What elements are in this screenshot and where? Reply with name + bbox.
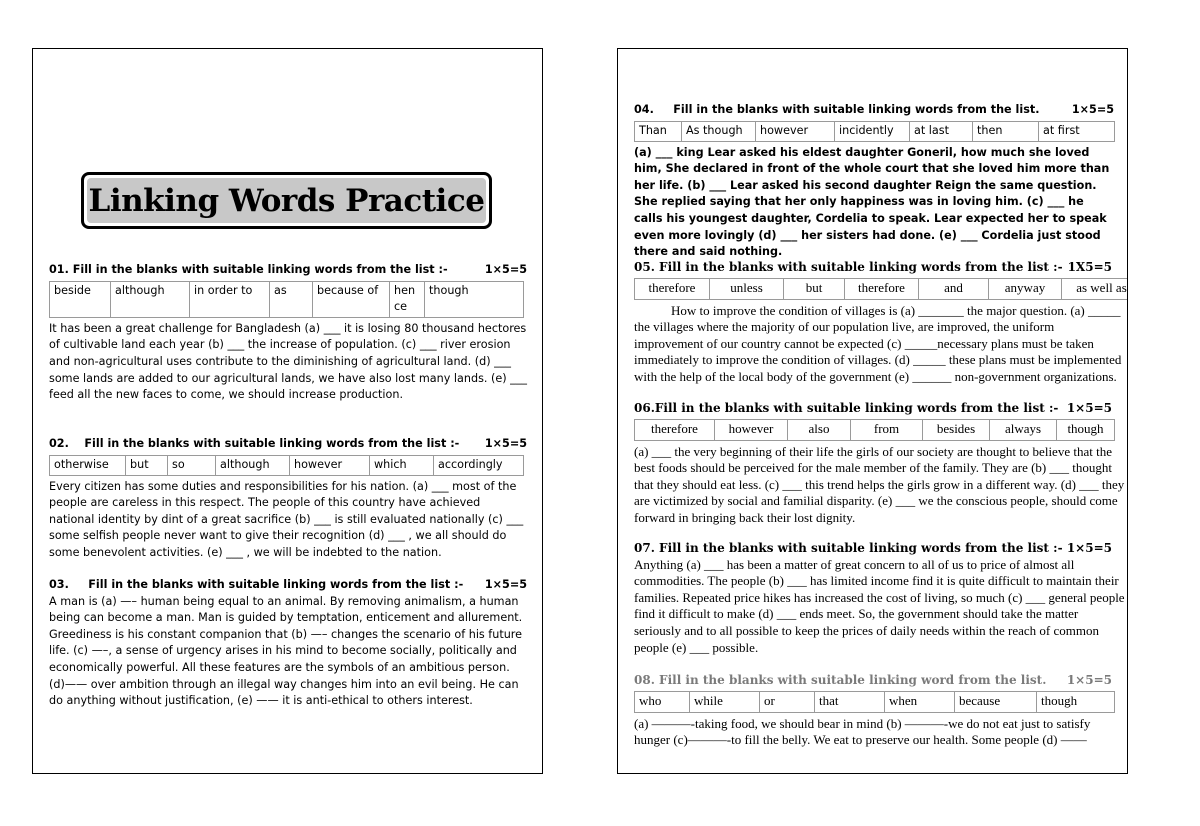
word-cell: while [690,691,760,712]
question-04-marks: 1×5=5 [1071,103,1114,116]
question-04-header [634,102,1114,119]
word-cell: though [425,281,524,317]
question-08-header [634,672,1112,689]
word-list-08 [634,691,1115,713]
word-cell: though [1037,691,1115,712]
word-cell: anyway [989,278,1062,299]
word-cell: hence [390,281,425,317]
question-06-marks: 1×5=5 [1066,401,1112,415]
word-list-05 [634,278,1128,300]
word-cell: however [756,121,835,141]
question-08-heading: 08. Fill in the blanks with suitable linking word from the list. [634,673,1047,687]
word-cell: beside [50,281,111,317]
word-cell: though [1057,419,1115,440]
question-02-marks: 1×5=5 [484,437,527,450]
word-cell: therefore [635,419,715,440]
question-02-text: Every citizen has some duties and responsibilities for his nation. (a) ___ most of the people are careless in this respect. The people of this country have achieved national identity by dint of a great sacrifice (b) ___ is still evaluated nationally (c) ___ some selfish people never want to give their recognition (d) ___ , we all should do some benevolent activities. (e) ___ , we will be indebted to the nation. [49,479,524,559]
word-cell: because of [313,281,390,317]
question-02 [49,436,527,562]
word-cell: however [290,455,370,475]
question-01-text: It has been a great challenge for Bangladesh (a) ___ it is losing 80 thousand hectores of cultivable land each year (b) ___ the increase of population. (c) ___ river erosion and non-agricultural uses contribute to the diminishing of agricultural land. (d) ___ some lands are added to our agricultural lands, we have also lost many lands. (e) ___ feed all the new faces to come, we should increase production. [49,321,527,402]
question-04 [634,102,1114,261]
page-title: Linking Words Practice [87,178,486,223]
question-08 [634,672,1126,749]
question-07-header [634,540,1112,557]
word-list-02 [49,455,524,476]
right-page [617,48,1128,774]
word-cell: when [885,691,955,712]
question-05-heading: 05. Fill in the blanks with suitable linking words from the list :- [634,260,1063,274]
word-cell: unless [710,278,784,299]
question-01 [49,262,527,404]
question-07-heading: 07. Fill in the blanks with suitable linking words from the list :- [634,541,1063,555]
question-01-header [49,262,527,279]
word-cell: besides [923,419,990,440]
word-cell: incidently [835,121,910,141]
word-list-04 [634,121,1115,142]
question-04-text: (a) ___ king Lear asked his eldest daughter Goneril, how much she loved him, She declared in front of the whole court that she loved him more than her life. (b) ___ Lear asked his second daughter Reign the same question. She replied saying that her only happiness was in loving him. (c) ___ he calls his youngest daughter, Cordelia to speak. Lear expected her to speak even more lovingly (d) ___ her sisters had done. (e) ___ Cordelia just stood there and said nothing. [634,145,1110,259]
word-cell: because [955,691,1037,712]
question-06-text: (a) ___ the very beginning of their life the girls of our society are thought to believe that the best foods should be perceived for the male member of the family. They are (b) ___ thought that they should eat less. (c) ___ this trend helps the girls grow in a different way. (d) ___ they are victimized by social and familial disparity. (e) ___ we the conscious people, should come forward in bringing back their lost dignity. [634,443,1125,525]
question-03 [49,577,527,710]
question-06 [634,400,1126,527]
question-01-heading: 01. Fill in the blanks with suitable linking words from the list :- [49,263,448,276]
question-03-marks: 1×5=5 [484,578,527,591]
question-07 [634,540,1126,656]
word-cell: As though [682,121,756,141]
word-cell: otherwise [50,455,126,475]
word-cell: from [851,419,923,440]
word-cell: or [760,691,815,712]
word-cell: but [126,455,168,475]
question-02-header [49,436,527,453]
word-cell: accordingly [434,455,524,475]
word-cell: and [919,278,989,299]
question-03-text: A man is (a) —– human being equal to an animal. By removing animalism, a human being can become a man. Man is guided by temptation, enticement and allurement. Greediness is his constant companion that (b) —– changes the scenario of his future life. (c) —–, a sense of urgency arises in his mind to become socially, politically and economically powerful. All these features are the symbols of an ambitious person. (d)—— over ambition through an illegal way changes him into an evil being. He can do anything without justification, (e) —— it is anti-ethical to others interest. [49,594,523,708]
title-box [81,172,492,229]
word-list-01 [49,281,524,318]
word-cell: at first [1039,121,1115,141]
word-list-06 [634,419,1115,441]
word-cell: although [216,455,290,475]
word-cell: who [635,691,690,712]
word-cell: always [990,419,1057,440]
word-cell: then [973,121,1039,141]
word-cell: which [370,455,434,475]
question-08-text: (a) ———-taking food, we should bear in mind (b) ———-we do not eat just to satisfy hunger (c)———-to fill the belly. We eat to preserve our health. Some people (d) —— [634,715,1091,748]
question-07-marks: 1×5=5 [1066,541,1112,555]
question-04-heading: 04. Fill in the blanks with suitable linking words from the list. [634,103,1040,116]
left-page [32,48,543,774]
word-cell: therefore [845,278,919,299]
question-06-header [634,400,1112,417]
question-06-heading: 06.Fill in the blanks with suitable linking words from the list :- [634,401,1059,415]
word-cell: however [715,419,788,440]
question-05-marks: 1X5=5 [1067,260,1112,274]
word-cell: therefore [635,278,710,299]
word-cell: as well as [1062,278,1129,299]
question-07-text: Anything (a) ___ has been a matter of great concern to all of us to price of almost all commodities. The people (b) ___ has limited income find it is quite difficult to maintain their families. Repeated price hikes has increased the cost of living, so much (c) ___ general people find it difficult to make (d) ___ ends meet. So, the government should take the matter seriously and to all possible to keep the prices of daily needs within the reach of common people (e) ___ possible. [634,556,1125,655]
word-cell: but [784,278,845,299]
word-cell: also [788,419,851,440]
word-cell: although [111,281,190,317]
question-05 [634,259,1126,386]
word-cell: so [168,455,216,475]
question-01-marks: 1×5=5 [484,263,527,276]
question-08-marks: 1×5=5 [1066,673,1112,687]
question-05-header [634,259,1112,276]
question-05-text: How to improve the condition of villages is (a) _______ the major question. (a) _____ the villages where the majority of our population live, are improved, the uniform improvement of our country cannot be expected (c) _____necessary plans must be taken immediately to improve the condition of villages. (d) _____ these plans must be implemented with the help of the local body of the government (e) ______ non-government organizations. [634,302,1122,384]
word-cell: in order to [190,281,270,317]
word-cell: that [815,691,885,712]
question-03-header [49,577,527,594]
word-cell: at last [910,121,973,141]
word-cell: as [270,281,313,317]
question-02-heading: 02. Fill in the blanks with suitable linking words from the list :- [49,437,460,450]
word-cell: Than [635,121,682,141]
question-03-heading: 03. Fill in the blanks with suitable linking words from the list :- [49,578,464,591]
